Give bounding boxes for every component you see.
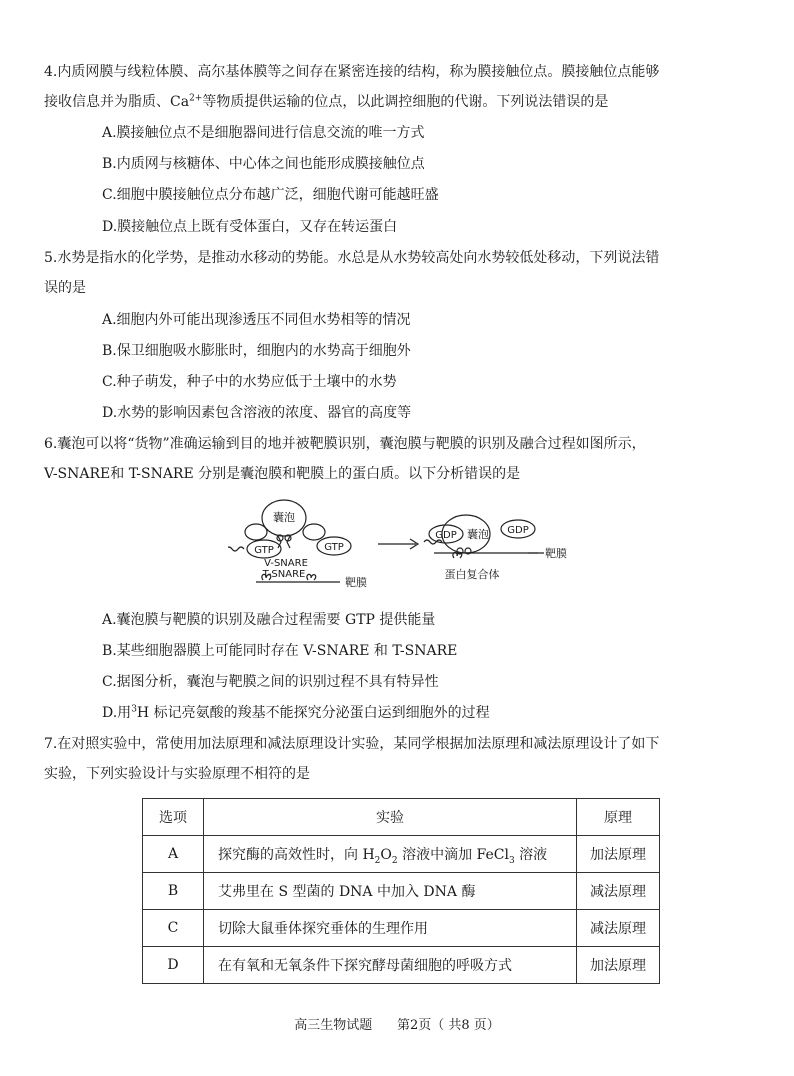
footer-page-number: 第2页（ 共8 页） — [397, 1018, 500, 1033]
fig-label-vesicle-left: 囊泡 — [273, 511, 295, 524]
fig-label-gdp-right: GDP — [507, 525, 529, 536]
fig-label-target-right: 靶膜 — [545, 547, 567, 560]
header-principle: 原理 — [577, 799, 660, 836]
row-a-mid1: O — [380, 847, 392, 863]
q6-optd-pre: D.用 — [102, 705, 132, 721]
question-4-option-d: D.膜接触位点上既有受体蛋白，又存在转运蛋白 — [102, 219, 398, 235]
row-a-sub2: 2 — [391, 855, 398, 866]
q6-optd-post: H 标记亮氨酸的羧基不能探究分泌蛋白运到细胞外的过程 — [136, 705, 490, 721]
question-4-option-a: A.膜接触位点不是细胞器间进行信息交流的唯一方式 — [102, 125, 425, 141]
fig-label-tsnare: T-SNARE — [262, 569, 306, 580]
question-6-option-c: C.据图分析，囊泡与靶膜之间的识别过程不具有特异性 — [102, 674, 439, 690]
question-5-option-d: D.水势的影响因素包含溶液的浓度、器官的高度等 — [102, 405, 412, 421]
protein-left-1 — [245, 524, 267, 540]
question-5-option-a: A.细胞内外可能出现渗透压不同但水势相等的情况 — [102, 312, 411, 328]
tritium-superscript: 3 — [131, 704, 137, 715]
row-a-mid2: 溶液中滴加 FeCl — [397, 847, 509, 863]
row-b-option: B — [143, 873, 204, 910]
question-5 — [44, 248, 756, 298]
t-snare-left-2 — [307, 574, 316, 580]
question-6-stem-line1: 6.囊泡可以将“货物”准确运输到目的地并被靶膜识别，囊泡膜与靶膜的识别及融合过程如图所示， — [44, 436, 646, 452]
row-a-post: 溶液 — [514, 847, 548, 863]
fig-label-gdp-left: GDP — [435, 530, 457, 541]
question-6-option-b: B.某些细胞器膜上可能同时存在 V-SNARE 和 T-SNARE — [102, 643, 458, 659]
question-6-option-d — [102, 703, 490, 723]
question-6-stem-line2: V-SNARE和 T-SNARE 分别是囊泡膜和靶膜上的蛋白质。以下分析错误的是 — [44, 466, 521, 482]
vesicle-fusion-diagram — [228, 492, 588, 592]
chain-left — [228, 547, 244, 551]
footer-subject: 高三生物试题 — [294, 1018, 373, 1033]
row-b-experiment: 艾弗里在 S 型菌的 DNA 中加入 DNA 酶 — [204, 873, 577, 910]
row-d-principle: 加法原理 — [577, 947, 660, 984]
fig-label-gtp-right: GTP — [324, 542, 344, 553]
fig-label-vesicle-right: 囊泡 — [467, 528, 489, 541]
table-row — [143, 873, 660, 910]
question-5-option-c: C.种子萌发，种子中的水势应低于土壤中的水势 — [102, 374, 397, 390]
table-row — [143, 947, 660, 984]
question-4-stem-line1: 4.内质网膜与线粒体膜、高尔基体膜等之间存在紧密连接的结构，称为膜接触位点。膜接触位点能够 — [44, 64, 660, 80]
row-c-option: C — [143, 910, 204, 947]
table-row — [143, 836, 660, 873]
question-5-option-b: B.保卫细胞吸水膨胀时，细胞内的水势高于细胞外 — [102, 343, 411, 359]
experiment-table — [142, 798, 660, 984]
row-a-exp-pre: 探究酶的高效性时，向 H — [218, 847, 375, 863]
question-4 — [44, 62, 756, 112]
question-7-stem-line1: 7.在对照实验中，常使用加法原理和减法原理设计实验，某同学根据加法原理和减法原理设计了如下 — [44, 736, 660, 752]
table-header-row — [143, 799, 660, 836]
question-7 — [44, 734, 756, 784]
row-d-experiment: 在有氧和无氧条件下探究酵母菌细胞的呼吸方式 — [204, 947, 577, 984]
fig-label-gtp-left: GTP — [254, 545, 274, 556]
question-5-stem-line2: 误的是 — [44, 280, 86, 296]
row-a-experiment — [204, 836, 577, 873]
row-a-sub1: 2 — [374, 855, 381, 866]
fig-label-vsnare: V-SNARE — [264, 558, 308, 569]
q4-line2-post: 等物质提供运输的位点，以此调控细胞的代谢。下列说法错误的是 — [202, 94, 609, 110]
header-option: 选项 — [143, 799, 204, 836]
question-4-stem-line2 — [44, 92, 756, 112]
calcium-superscript: 2+ — [189, 93, 203, 104]
header-experiment: 实验 — [204, 799, 577, 836]
row-a-principle: 加法原理 — [577, 836, 660, 873]
question-6 — [44, 434, 756, 484]
protein-left-2 — [303, 524, 325, 540]
question-4-option-b: B.内质网与核糖体、中心体之间也能形成膜接触位点 — [102, 156, 425, 172]
row-b-principle: 减法原理 — [577, 873, 660, 910]
question-5-stem-line1: 5.水势是指水的化学势，是推动水移动的势能。水总是从水势较高处向水势较低处移动，下列说法错 — [44, 250, 660, 266]
row-c-principle: 减法原理 — [577, 910, 660, 947]
question-6-option-a: A.囊泡膜与靶膜的识别及融合过程需要 GTP 提供能量 — [102, 612, 436, 628]
fig-label-target-left: 靶膜 — [345, 576, 367, 589]
q4-line2-pre: 接收信息并为脂质、Ca — [44, 94, 190, 110]
question-7-stem-line2: 实验，下列实验设计与实验原理不相符的是 — [44, 766, 310, 782]
page-footer — [0, 1014, 794, 1033]
row-d-option: D — [143, 947, 204, 984]
row-a-option: A — [143, 836, 204, 873]
question-4-option-c: C.细胞中膜接触位点分布越广泛，细胞代谢可能越旺盛 — [102, 187, 439, 203]
row-c-experiment: 切除大鼠垂体探究垂体的生理作用 — [204, 910, 577, 947]
row-a-sub3: 3 — [508, 855, 515, 866]
fig-label-complex: 蛋白复合体 — [444, 568, 500, 581]
table-row — [143, 910, 660, 947]
